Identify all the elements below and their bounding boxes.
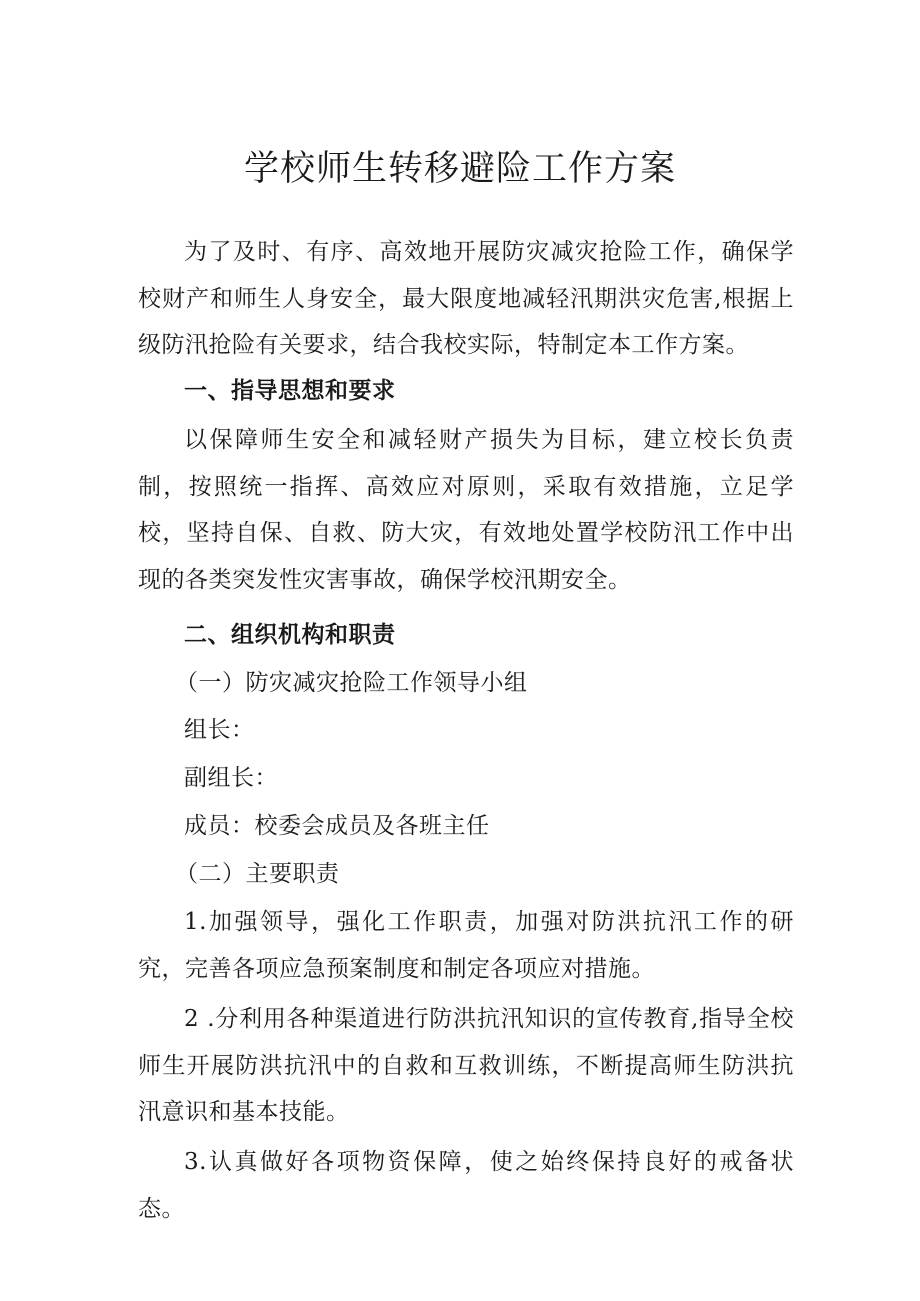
section-1-paragraph: 以保障师生安全和减轻财产损失为目标，建立校长负责制，按照统一指挥、高效应对原则，采取有效措施，立足学校，坚持自保、自救、防大灾，有效地处置学校防汛工作中出现的各类突发性灾害事故，确保学校汛期安全。 xyxy=(138,427,794,593)
members-line: 成员：校委会成员及各班主任 xyxy=(184,813,490,839)
section-2-heading: 二、组织机构和职责 xyxy=(184,622,396,648)
intro-paragraph: 为了及时、有序、高效地开展防灾减灾抢险工作，确保学校财产和师生人身安全，最大限度地减轻汛期洪灾危害,根据上级防汛抢险有关要求，结合我校实际，特制定本工作方案。 xyxy=(138,239,794,358)
subsection-1-heading: （一）防灾减灾抢险工作领导小组 xyxy=(175,670,528,696)
document-title: 学校师生转移避险工作方案 xyxy=(243,149,676,189)
duty-2-paragraph: 2 .分利用各种渠道进行防洪抗汛知识的宣传教育,指导全校师生开展防洪抗汛中的自救和互救训练，不断提高师生防洪抗汛意识和基本技能。 xyxy=(138,1006,794,1125)
section-1-heading: 一、指导思想和要求 xyxy=(184,378,396,404)
leader-line: 组长： xyxy=(184,717,255,743)
duty-3-paragraph: 3.认真做好各项物资保障，使之始终保持良好的戒备状态。 xyxy=(138,1149,794,1222)
subsection-2-heading: （二）主要职责 xyxy=(175,861,340,887)
duty-1-paragraph: 1.加强领导，强化工作职责，加强对防洪抗汛工作的研究，完善各项应急预案制度和制定各项应对措施。 xyxy=(138,909,794,982)
deputy-leader-line: 副组长： xyxy=(184,765,278,791)
